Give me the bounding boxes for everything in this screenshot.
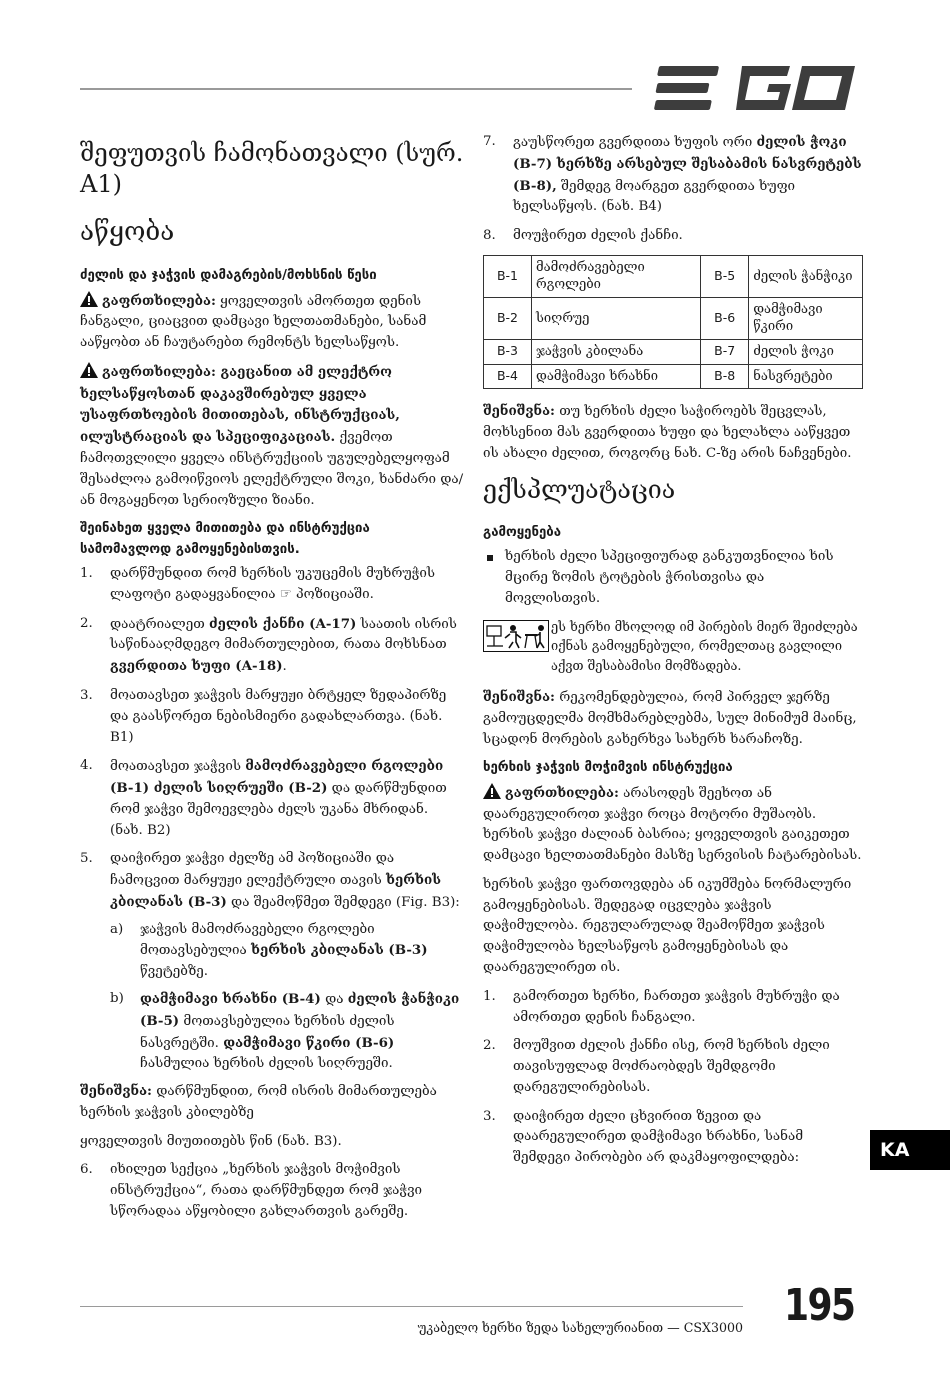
step-text: დაიჭირეთ ძელი ცხვირით ზევით და დაარეგულირეთ დამჭიმავი ხრახნი, სანამ შემდეგი პირობები არ დაკმაყოფილდება: <box>513 1108 804 1166</box>
step-item <box>80 1160 464 1222</box>
warning-text: ყოველთვის ამორთეთ დენის ჩანგალი, ციაცვით დამცავი ხელთათმანები, სანამ ააწყობთ ან ჩაუტარებთ რემონტს ხელსაწყოს. <box>80 293 427 351</box>
usage-bullet: ხერხის ძელი სპეციფიურად განკუთვნილია ხის მცირე ზომის ტოტების ჭრისთვისა და მოვლისთვის. <box>483 547 863 609</box>
assembly-substeps <box>110 920 464 1075</box>
warning-text: არასოდეს შეეხოთ ან დაარეგულიროთ ჯაჭვი როცა მოტორი მუშაობს. ხერხის ჯაჭვი ძალიან ბასრია; ყოველთვის გაიკეთეთ დამცავი ხელთათმანები მასზე სერვისის ჩატარებისას. <box>483 785 862 864</box>
step-bold-text: მამოძრავებელი რგოლები (B-1) ძელის სიღრუეში (B-2) <box>110 758 444 797</box>
part-code: B-5 <box>701 255 749 297</box>
warning-label: გაფრთხილება: <box>505 784 619 801</box>
parts-table-row <box>484 364 863 389</box>
warning-paragraph-1 <box>80 291 464 354</box>
part-code: B-6 <box>701 297 749 339</box>
note-label: შენიშვნა: <box>483 689 555 706</box>
warning-label: გაფრთხილება: <box>102 292 216 309</box>
trained-operator-icon <box>483 620 549 652</box>
step-item <box>80 614 464 678</box>
step-bold-text: ძელის ქანჩი (A-17) <box>209 615 357 632</box>
part-label: ნასვრეტები <box>749 364 863 389</box>
step-text: ჯაჭვის მამოძრავებელი რგოლები მოთავსებულია <box>140 921 375 959</box>
step-number: 3. <box>483 1108 496 1124</box>
part-label: ძელის ჭოკი <box>749 340 863 365</box>
usage-subheading: გამოყენება <box>483 524 562 540</box>
step-text: შემდეგ მოარგეთ გვერდითა ხუფი ხელსაწყოს. (ნახ. B4) <box>513 178 796 215</box>
page-number: 195 <box>784 1280 855 1331</box>
step-item <box>483 226 863 247</box>
warning-triangle-icon <box>80 362 98 378</box>
part-label: დამჭიმავი წკირი <box>749 297 863 339</box>
parts-table-row <box>484 255 863 297</box>
part-label: მამოძრავებელი რგოლები <box>532 255 701 297</box>
step-text: პოზიციაში. <box>291 586 374 602</box>
step-item <box>483 132 863 218</box>
step-number: 3. <box>80 688 93 704</box>
part-label: ჯაჭვის კბილანა <box>532 340 701 365</box>
step-text: გაუსწორეთ გვერდითა ხუფის ორი <box>513 135 757 150</box>
step-number: 8. <box>483 228 496 244</box>
step-number: a) <box>110 921 124 937</box>
language-tab: KA <box>870 1130 950 1170</box>
step-item <box>110 989 464 1075</box>
trained-user-text: ეს ხერხი მხოლოდ იმ პირების მიერ შეიძლება იქნას გამოყენებული, რომელთაც გავლილი აქვთ შესაბამისი მომზადება. <box>551 619 858 675</box>
warning-text: ქვემოთ ჩამოთვლილი ყველა ინსტრუქციის უგულებელყოფამ შესაძლოა გამოიწვიოს ელექტრული შოკი, ხანძარი და/ან მოგაყენოთ სერიოზული ზიანი. <box>80 430 464 508</box>
step-text: დარწმუნდით რომ ხერხის უკუცემის მუხრუჭის ლაფოტი გადაყვანილია <box>110 566 436 602</box>
step-text: ჩასმულია ხერხის ძელის სიღრუეში. <box>140 1056 393 1072</box>
parts-table <box>483 255 863 389</box>
part-label: სიღრუე <box>532 297 701 339</box>
note-paragraph <box>483 687 863 750</box>
step-text: მოათავსეთ ჯაჭვის <box>110 759 246 775</box>
note-text: თუ ხერხის ძელი საჭიროებს შეცვლას, მოხსენით მას გვერდითა ხუფი და ხელახლა ააწყვეთ ის ახალი ძელით, როგორც ნახ. C-ზე არის ნაჩვენები. <box>483 404 852 461</box>
step-item <box>483 1036 863 1098</box>
warning-paragraph-2 <box>80 362 464 511</box>
step-item <box>110 920 464 983</box>
assembly-step-6 <box>80 1160 464 1222</box>
step-number: b) <box>110 990 124 1006</box>
step-bold-text: დამჭიმავი წკირი (B-6) <box>223 1034 395 1051</box>
header-rule <box>80 88 632 90</box>
step-text: საათის ისრის საწინააღმდეგო მიმართულებით, რათა მოხსნათ <box>110 616 457 653</box>
note-continuation: ყოველთვის მიუთითებს წინ (ნახ. B3). <box>80 1133 342 1149</box>
part-code: B-8 <box>701 364 749 389</box>
warning-triangle-icon <box>483 783 501 799</box>
note-paragraph <box>483 401 863 464</box>
step-number: 2. <box>80 615 93 631</box>
step-bold-text: ძელის ჭოკი (B-7) ხერხზე არსებულ შესაბამის ნასვრეტებს (B-8), <box>513 134 862 194</box>
step-number: 1. <box>483 988 496 1004</box>
part-code: B-7 <box>701 340 749 365</box>
step-text: მოათავსეთ ჯაჭვის მარყუჟი ბრტყელ ზედაპირზე და გაასწორეთ ნებისმიერი გადახლართვა. (ნახ. B1) <box>110 688 447 745</box>
step-item <box>80 564 464 606</box>
step-text: მოუშვით ძელის ქანჩი ისე, რომ ხერხის ძელი თავისუფლად მოძრაობდეს შემდგომი დარეგულირებისას. <box>513 1038 830 1095</box>
chain-tension-subheading: ხერხის ჯაჭვის მოჭიმვის ინსტრუქცია <box>483 760 733 776</box>
step-text: დაატრიალეთ <box>110 616 209 632</box>
note-text: რეკომენდებულია, რომ პირველ ჯერზე გამოუცდელმა მომხმარებლებმა, სულ მინიმუმ მაინც, სცადონ მორების გახერხვა სახერხ ხარაჩოზე. <box>483 690 857 747</box>
step-item <box>80 849 464 913</box>
step-number: 5. <box>80 851 93 867</box>
logo-text: EGO <box>650 62 653 63</box>
step-bold-text: დამჭიმავი ხრახნი (B-4) <box>140 990 321 1007</box>
step-text: . <box>282 659 287 675</box>
step-bold-text: გვერდითა ხუფი (A-18) <box>110 658 283 675</box>
step-text: ☞ <box>279 586 292 602</box>
part-code: B-2 <box>484 297 532 339</box>
part-label: ძელის ჭანჭიკი <box>749 255 863 297</box>
step-text: გამორთეთ ხერხი, ჩართეთ ჯაჭვის მუხრუჭი და ამორთეთ დენის ჩანგალი. <box>513 988 840 1025</box>
warning-bold-text: გაფრთხილება: გაეცანით ამ ელექტრო ხელსაწყოსთან დაკავშირებულ ყველა უსაფრთხოების მითითებას, ინსტრუქციას, ილუსტრაციას და სპეციფიკაციას. <box>80 363 400 446</box>
step-item <box>483 1107 863 1169</box>
step-text: მოთავსებულია ხერხის ძელის ნასვრეტში. <box>140 1013 395 1051</box>
step-item <box>80 686 464 748</box>
step-number: 7. <box>483 134 496 149</box>
step-number: 4. <box>80 758 93 774</box>
warning-triangle-icon <box>80 291 98 307</box>
step-text: წვეტებზე. <box>140 964 208 980</box>
assembly-steps <box>80 564 464 913</box>
part-label: დამჭიმავი ხრახნი <box>532 364 701 389</box>
parts-table-row <box>484 340 863 365</box>
step-number: 1. <box>80 566 93 582</box>
assembly-heading: აწყობა <box>80 217 175 248</box>
note-paragraph <box>80 1081 464 1124</box>
left-column <box>80 132 464 1231</box>
part-code: B-1 <box>484 255 532 297</box>
trained-user-note <box>483 618 863 677</box>
warning-paragraph-3 <box>483 783 863 867</box>
part-code: B-3 <box>484 340 532 365</box>
note-text: დარწმუნდით, რომ ისრის მიმართულება ხერხის ჯაჭვის კბილებზე <box>80 1084 437 1120</box>
tension-paragraph: ხერხის ჯაჭვი ფართოვდება ან იკუმშება ნორმალური გამოყენებისას. შედეგად იცვლება ჯაჭვის დაჭიმულობა. რეგულარულად შეამოწმეთ ჯაჭვის დაჭიმულობა ხელსაწყოს გამოყენებისას და დაარეგულირეთ ის. <box>483 876 852 976</box>
step-bold-text: ხერხის კბილანას (B-3) <box>251 942 428 959</box>
step-bold-text: ძელის ჭანჭიკი (B-5) <box>140 990 460 1029</box>
footer-rule <box>80 1306 743 1307</box>
step-text: იხილეთ სექცია „ხერხის ჯაჭვის მოჭიმვის ინსტრუქცია“, რათა დარწმუნდეთ რომ ჯაჭვი სწორადაა აწყობილი გახლართვის გარეშე. <box>110 1162 423 1219</box>
step-item <box>80 756 464 841</box>
note-label: შენიშვნა: <box>80 1083 152 1100</box>
step-text: და დარწმუნდით რომ ჯაჭვი შემოევლება ძელს უკანა მხრიდან. (ნახ. B2) <box>110 781 447 838</box>
footer-product-name: უკაბელო ხერხი ზედა სახელურიანით — CSX3000 <box>417 1320 743 1335</box>
step-item <box>483 987 863 1029</box>
keep-instructions: შეინახეთ ყველა მითითება და ინსტრუქცია სამომავლოდ გამოყენებისთვის. <box>80 521 370 557</box>
step-text: და <box>320 991 348 1007</box>
step-number: 2. <box>483 1038 496 1054</box>
operation-heading: ექსპლუატაცია <box>483 475 676 505</box>
step-text: დაიჭირეთ ჯაჭვი ძელზე ამ პოზიციაში და ჩამოცვით მარყუჟი ელექტრული თავის <box>110 851 395 889</box>
step-bold-text: ხერხის კბილანას (B-3) <box>110 872 442 910</box>
blade-chain-subheading: ძელის და ჯაჭვის დამაგრების/მოხსნის წესი <box>80 268 377 284</box>
right-column <box>483 132 863 1177</box>
usage-bullets <box>483 547 863 609</box>
step-number: 6. <box>80 1162 93 1178</box>
step-text: მოუჭირეთ ძელის ქანჩი. <box>513 228 683 244</box>
part-code: B-4 <box>484 364 532 389</box>
ego-logo <box>650 62 865 114</box>
parts-table-row <box>484 297 863 339</box>
tension-steps <box>483 987 863 1169</box>
note-label: შენიშვნა: <box>483 403 555 420</box>
assembly-steps-continued <box>483 132 863 247</box>
packing-list-heading: შეფუთვის ჩამონათვალი (სურ. A1) <box>80 139 464 199</box>
step-text: და შეამოწმეთ შემდეგი (Fig. B3): <box>226 894 460 910</box>
